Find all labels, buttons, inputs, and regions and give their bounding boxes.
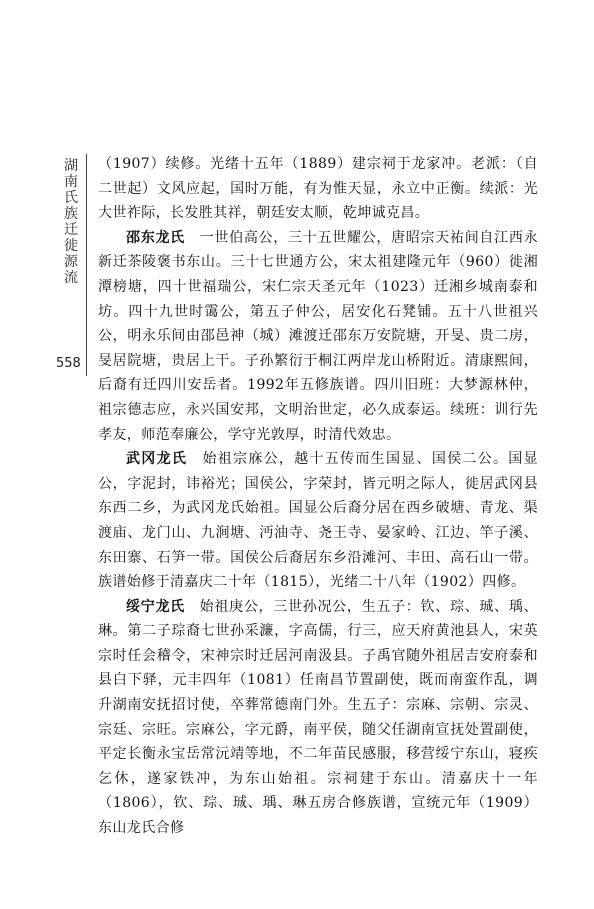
paragraph-text: （1907）续修。光绪十五年（1889）建宗祠于龙家冲。老派：（自二世起）文风应起，国时万能，有为惟天显，永立中正衡。续派：光大世祚际，长发胜其祥，朝廷安太顺，乾坤诚克昌。	[98, 156, 538, 222]
paragraph-shaodong	[98, 226, 538, 447]
running-head: 湖南氏族迁徙源流	[64, 158, 78, 286]
clan-heading: 武冈龙氏	[126, 451, 188, 468]
paragraph-text: 始祖庚公，三世孙况公，生五子：钦、琮、珹、瑀、琳。第二子琮裔七世孙采濂，字高儒，行三，应天府黄池县人，宋英宗时任会稽令，宋神宗时迁居河南汲县。子禹官随外祖居吉安府泰和县白下驿，元丰四年（1081）任南昌节置副使，既而南蛮作乱，调升湖南安抚招讨使，卒葬常德南门外。生五子：宗麻、宗朝、宗灵、宗廷、宗旺。宗麻公，字元爵，南平侯，随父任湖南宣抚处置副使，平定长衡永宝岳常沅靖等地，不二年苗民感服，移营绥宁东山，寝疾乞休，遂家铁冲，为东山始祖。宗祠建于东山。清嘉庆十一年（1806），钦、琮、珹、瑀、琳五房合修族谱，宣统元年（1909）东山龙氏合修	[98, 598, 538, 837]
paragraph-continuation	[98, 152, 538, 226]
clan-heading: 绥宁龙氏	[126, 598, 185, 615]
body-text	[98, 152, 538, 841]
page-number: 558	[56, 356, 81, 371]
paragraph-wugang	[98, 447, 538, 595]
paragraph-text: 始祖宗庥公，越十五传而生国显、国侯二公。国显公，字泥封，讳裕光；国侯公，字荣封，皆元明之际人，徙居武冈县东西二乡，为武冈龙氏始祖。国显公后裔分居在西乡破塘、青龙、渠渡庙、龙门山、九涧塘、沔油寺、尧王寺、晏家岭、江边、竿子溪、东田寨、石笋一带。国侯公后裔居东乡沿滩河、丰田、高石山一带。族谱始修于清嘉庆二十年（1815），光绪二十八年（1902）四修。	[98, 451, 538, 591]
clan-heading: 邵东龙氏	[126, 229, 185, 246]
paragraph-suining	[98, 595, 538, 841]
margin-rule	[86, 154, 87, 376]
paragraph-text: 一世伯高公，三十五世耀公，唐昭宗天祐间自江西永新迁茶陵褒书东山。三十七世通方公，宋太祖建隆元年（960）徙湘潭榜塘，四十世福瑞公，宋仁宗天圣元年（1023）迁湘乡城南泰和坊。四十九世时霭公，第五子仲公，居安化石凳铺。五十八世祖兴公，明永乐间由邵邑神（城）滩渡迁邵东万安院塘，开旻、贵二房，旻居院塘，贵居上干。子孙繁衍于桐江两岸龙山桥附近。清康熙间，后裔有迁四川安岳者。1992年五修族谱。四川旧班：大梦源林仲，祖宗德志应，永兴国安邦，文明治世定，必久成泰运。续班：训行先孝友，师范奉廉公，学守光敦厚，时清代效忠。	[98, 229, 538, 443]
